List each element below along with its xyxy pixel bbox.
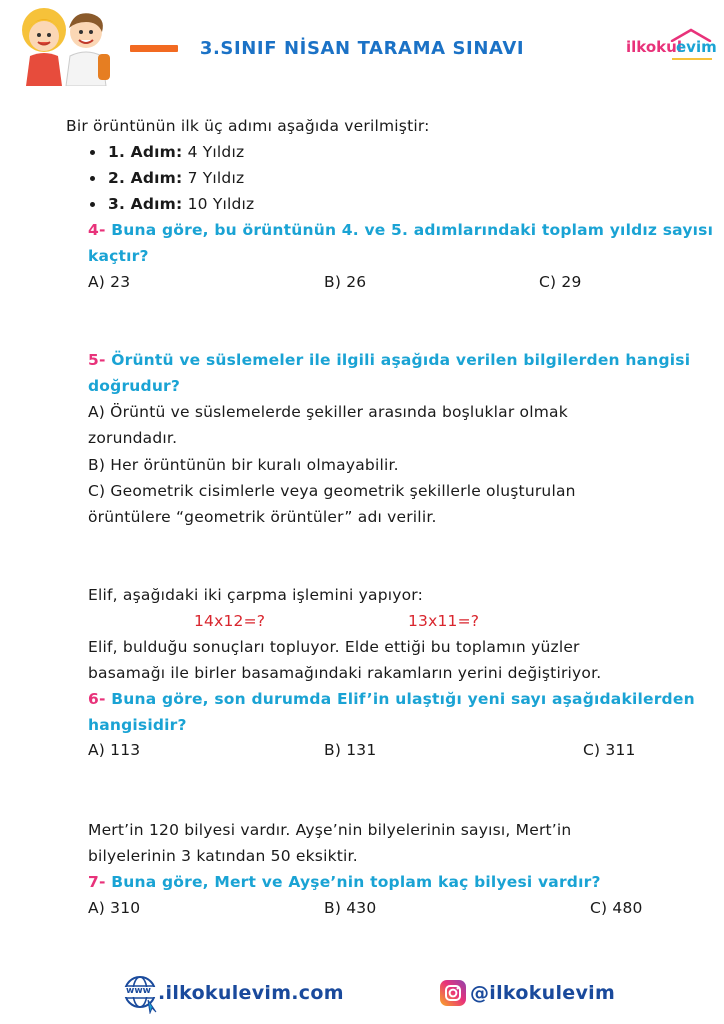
q6-intro: Elif, aşağıdaki iki çarpma işlemini yapıyor: <box>88 586 424 604</box>
website-text: ilkokulevim.com <box>165 982 344 1004</box>
q6-expression-1: 14x12=? <box>194 612 266 630</box>
q4-option-a[interactable]: A) 23 <box>88 273 131 291</box>
q4-stem-line2: kaçtır? <box>88 247 149 265</box>
step-2-value: 7 Yıldız <box>182 169 245 187</box>
q7-option-a[interactable]: A) 310 <box>88 899 141 917</box>
step-3-label: 3. Adım: <box>108 195 183 213</box>
logo-ilkokul: ilkokul <box>626 38 682 56</box>
q4-option-c[interactable]: C) 29 <box>539 273 582 291</box>
website-dot: . <box>158 982 166 1004</box>
q4-stem-text: Buna göre, bu örüntünün 4. ve 5. adımlarındaki toplam yıldız sayısı <box>105 221 714 239</box>
q7-number: 7- <box>88 873 106 891</box>
q4-stem-line1 <box>88 220 713 240</box>
q7-stem-text: Buna göre, Mert ve Ayşe’nin toplam kaç bilyesi vardır? <box>105 873 601 891</box>
q5-stem-text: Örüntü ve süslemeler ile ilgili aşağıda verilen bilgilerden hangisi <box>105 351 691 369</box>
step-1 <box>108 142 244 162</box>
q7-option-b[interactable]: B) 430 <box>324 899 377 917</box>
q6-number: 6- <box>88 690 106 708</box>
bullet <box>90 202 95 207</box>
q6-stem-line1 <box>88 689 695 709</box>
instagram-handle[interactable]: @ilkokulevim <box>470 982 616 1004</box>
q5-stem-line2: doğrudur? <box>88 377 181 395</box>
q6-option-a[interactable]: A) 113 <box>88 741 141 759</box>
q6-stem-line2: hangisidir? <box>88 716 187 734</box>
q5-number: 5- <box>88 351 106 369</box>
step-2-label: 2. Adım: <box>108 169 183 187</box>
step-3 <box>108 194 254 214</box>
q5-option-c-line2[interactable]: örüntülere “geometrik örüntüler” adı verilir. <box>88 508 437 526</box>
q6-body-line2: basamağı ile birler basamağındaki rakamların yerini değiştiriyor. <box>88 664 602 682</box>
q5-option-c-line1[interactable]: C) Geometrik cisimlerle veya geometrik şekillerle oluşturulan <box>88 482 576 500</box>
q6-expression-2: 13x11=? <box>408 612 480 630</box>
q7-stem-line1 <box>88 872 601 892</box>
q4-option-b[interactable]: B) 26 <box>324 273 367 291</box>
www-label: www <box>126 986 151 996</box>
q6-option-b[interactable]: B) 131 <box>324 741 377 759</box>
q5-option-b[interactable]: B) Her örüntünün bir kuralı olmayabilir. <box>88 456 399 474</box>
q5-option-a-line1[interactable]: A) Örüntü ve süslemelerde şekiller arasında boşluklar olmak <box>88 403 568 421</box>
q5-option-a-line2[interactable]: zorundadır. <box>88 429 178 447</box>
instagram-icon <box>440 980 466 1006</box>
q4-number: 4- <box>88 221 106 239</box>
page-title: 3.SINIF NİSAN TARAMA SINAVI <box>199 38 525 59</box>
step-1-label: 1. Adım: <box>108 143 183 161</box>
step-2 <box>108 168 244 188</box>
q7-body-line1: Mert’in 120 bilyesi vardır. Ayşe’nin bilyelerinin sayısı, Mert’in <box>88 821 572 839</box>
intro-text: Bir örüntünün ilk üç adımı aşağıda verilmiştir: <box>66 117 430 135</box>
q6-option-c[interactable]: C) 311 <box>583 741 636 759</box>
ilkokulevim-logo <box>624 28 716 64</box>
globe-icon <box>122 974 162 1014</box>
website-link[interactable] <box>158 982 344 1004</box>
q6-body-line1: Elif, bulduğu sonuçları topluyor. Elde ettiği bu toplamın yüzler <box>88 638 580 656</box>
q6-stem-text: Buna göre, son durumda Elif’in ulaştığı yeni sayı aşağıdakilerden <box>105 690 695 708</box>
bullet <box>90 150 95 155</box>
logo-evim: evim <box>676 38 717 56</box>
q7-body-line2: bilyelerinin 3 katından 50 eksiktir. <box>88 847 358 865</box>
q5-stem-line1 <box>88 350 690 370</box>
logo-underline <box>672 58 712 60</box>
step-3-value: 10 Yıldız <box>182 195 255 213</box>
q7-option-c[interactable]: C) 480 <box>590 899 643 917</box>
bullet <box>90 176 95 181</box>
step-1-value: 4 Yıldız <box>182 143 245 161</box>
